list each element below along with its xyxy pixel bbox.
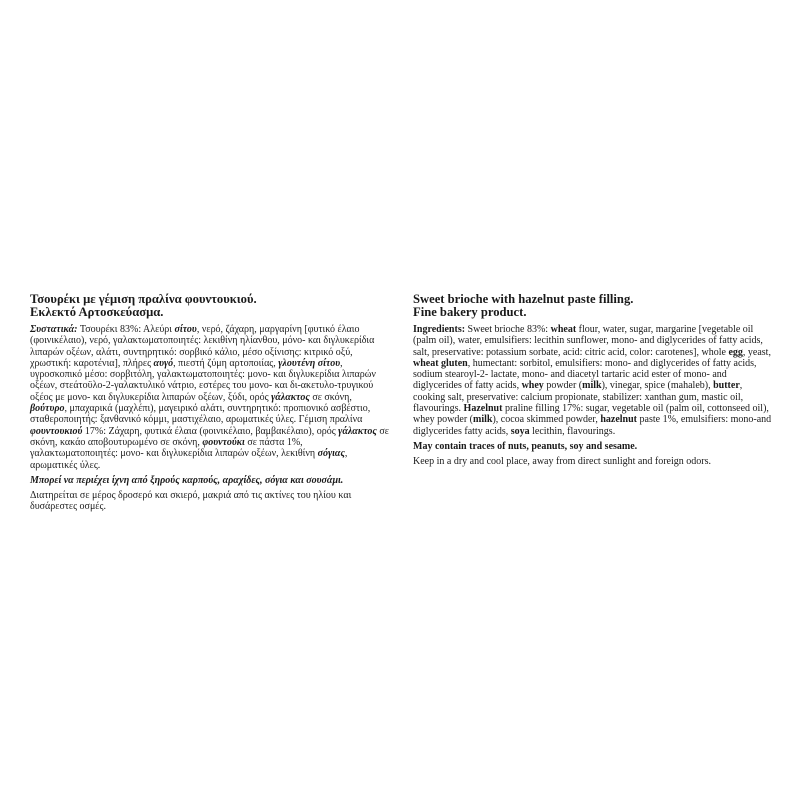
ingredient-emphasis: γάλακτος (271, 391, 310, 403)
ingredient-emphasis: γλουτένη σίτου (278, 357, 341, 369)
ingredient-emphasis: σίτου (174, 324, 197, 335)
ingredient-text: σε σκόνη, (309, 391, 352, 403)
ingredient-emphasis: Hazelnut (463, 403, 503, 415)
english-label-column (413, 293, 775, 468)
ingredient-text: , cooking salt, preservative: calcium propionate, stabilizer: xanthan gum, mastic oil, flavourings. (413, 380, 744, 415)
ingredient-text: , πιεστή ζύμη αρτοποιίας, (173, 357, 279, 369)
ingredient-emphasis: φουντούκι (202, 436, 245, 448)
english-ingredients (413, 324, 775, 437)
ingredient-text: paste 1%, emulsifiers: mono-and diglycerides fatty acids, (413, 414, 772, 437)
ingredient-emphasis: milk (472, 414, 493, 426)
english-title-line1: Sweet brioche with hazelnut paste filling. (413, 292, 634, 306)
greek-storage-instructions: Διατηρείται σε μέρος δροσερό και σκιερό, μακριά από τις ακτίνες του ηλίου και δυσάρεστες οσμές. (30, 490, 352, 513)
ingredient-text: , humectant: sorbitol, emulsifiers: mono- and diglycerides of fatty acids, sodium stearoyl-2- lactate, mono- and diacetyl tartaric acid ester of mono- and diglycerides of fatty acids, (413, 357, 757, 392)
greek-title (30, 293, 390, 319)
ingredient-emphasis: αυγό (153, 357, 174, 369)
ingredient-text: ), cocoa skimmed powder, (492, 414, 601, 426)
ingredient-emphasis: φουντουκιού (30, 425, 83, 437)
ingredient-text: , μπαχαρικά (μαχλέπι), μαγειρικό αλάτι, συντηρητικό: προπιονικό ασβέστιο, σταθεροποιητής: ξανθανικό κόμμι, μαστιχέλαιο, αρωματικές ύλες. Γέμιση πραλίνα (30, 403, 371, 426)
english-allergen-warning: May contain traces of nuts, peanuts, soy and sesame. (413, 440, 638, 452)
greek-ingredients (30, 324, 390, 471)
ingredient-text: , yeast, (742, 346, 771, 358)
ingredient-text: Τσουρέκι 83%: Αλεύρι (77, 324, 175, 335)
ingredient-text: flour, water, sugar, margarine [vegetable oil (palm oil), water, emulsifiers: lecithin sunflower, mono- and diglycerides of fatty acids, salt, preservative: potassium sorbate, acid: citric acid, color: carotenes], whole (413, 324, 763, 358)
ingredient-emphasis: wheat (550, 324, 577, 335)
ingredient-emphasis: Συστατικά: (30, 324, 78, 335)
ingredient-text: σε σκόνη, κακάο αποβουτυρωμένο σε σκόνη, (30, 425, 389, 448)
ingredient-emphasis: σόγιας (317, 448, 345, 460)
ingredient-text: Sweet brioche 83%: (465, 324, 551, 335)
english-storage-instructions: Keep in a dry and cool place, away from direct sunlight and foreign odors. (413, 456, 711, 468)
greek-title-line2: Εκλεκτό Αρτοσκεύασμα. (30, 305, 164, 319)
ingredient-emphasis: butter (713, 380, 740, 392)
greek-allergen-warning: Μπορεί να περιέχει ίχνη από ξηρούς καρπούς, αραχίδες, σόγια και σουσάμι. (30, 474, 344, 486)
ingredient-text: , υγροσκοπικό μέσο: σορβιτόλη, γαλακτωματοποιητές: μονο- και διγλυκερίδια λιπαρών οξέων, στεάτοϋλο-2-γαλακτυλικό νάτριο, εστέρες του μονο- και δι-ακετυλο-τρυγικού οξέος με μονο- και διγλυκερίδια λιπαρών οξέων, ξύδι, ορός (30, 357, 376, 403)
ingredient-emphasis: Ingredients: (413, 324, 466, 335)
ingredient-emphasis: egg (728, 346, 743, 358)
ingredient-text: ), vinegar, spice (mahaleb), (601, 380, 714, 392)
ingredient-text: , αρωματικές ύλες. (30, 448, 348, 471)
ingredient-text: , νερό, ζάχαρη, μαργαρίνη [φυτικό έλαιο (φοινικέλαιο), νερό, γαλακτωματοποιητές: λεκιθίνη ηλίανθου, μόνο- και διγλυκερίδια λιπαρών οξέων, αλάτι, συντηρητικό: σορβικό κάλιο, μέσο οξίνισης: κιτρικό οξύ, χρωστική: καροτένια], πλήρες (30, 324, 375, 369)
ingredient-emphasis: milk (582, 380, 602, 392)
ingredient-emphasis: soya (510, 425, 530, 437)
ingredient-text: 17%: Ζάχαρη, φυτικά έλαια (φοινικέλαιο, βαμβακέλαιο), ορός (82, 425, 339, 437)
ingredient-emphasis: wheat gluten (413, 357, 468, 369)
greek-label-column (30, 293, 390, 513)
ingredient-text: σε πάστα 1%, γαλακτωματοποιητές: μονο- και διγλυκερίδια λιπαρών οξέων, λεκιθίνη (30, 436, 318, 460)
ingredient-emphasis: hazelnut (600, 414, 638, 426)
ingredient-text: powder ( (543, 380, 583, 392)
ingredient-emphasis: whey (521, 380, 544, 392)
ingredient-emphasis: βούτυρο (30, 403, 65, 415)
english-title-line2: Fine bakery product. (413, 305, 527, 319)
ingredient-emphasis: γάλακτος (338, 425, 377, 437)
english-title (413, 293, 775, 319)
ingredient-text: lecithin, flavourings. (529, 425, 616, 437)
ingredient-text: praline filling 17%: sugar, vegetable oil (palm oil, cottonseed oil), whey powder ( (413, 403, 769, 426)
greek-title-line1: Τσουρέκι με γέμιση πραλίνα φουντουκιού. (30, 292, 257, 306)
